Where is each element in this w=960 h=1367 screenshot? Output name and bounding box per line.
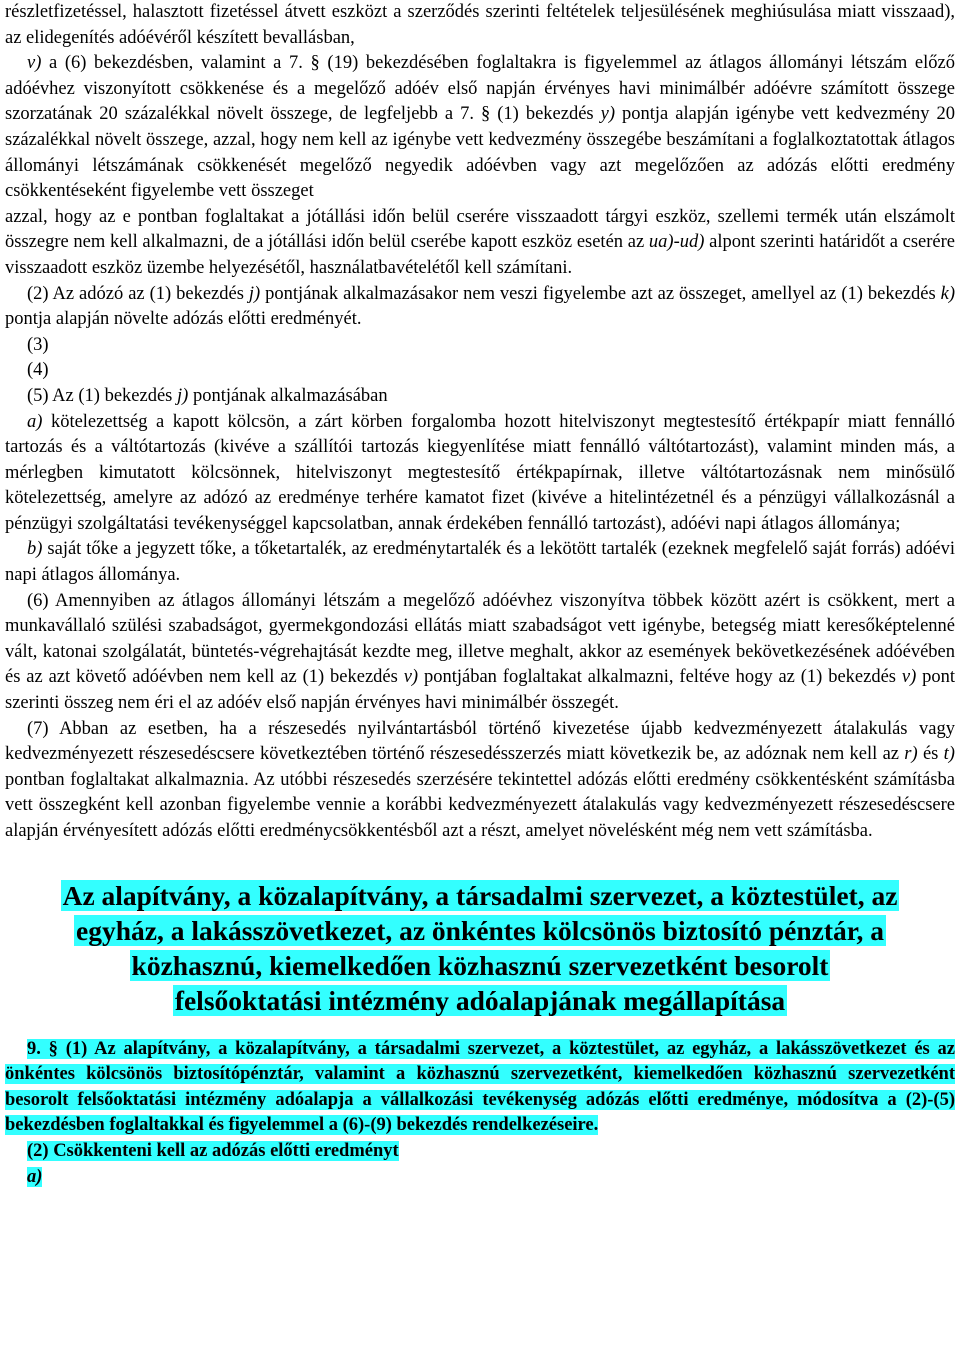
heading-line-text: felsőoktatási intézmény adóalapjának megállapítása — [174, 984, 786, 1016]
item-marker: k) — [940, 283, 955, 304]
paragraph-text: pontja alapján igénybe vett kedvezmény 20 százalékkal növelt összege, azzal, hogy nem kell az igénybe vett kedvezmény összegébe beszámítani a foglalkoztatottak átlagos állományi létszámának csökkenését megelőző negyedik adóévben vagy azt megelőzően az adózás előtti eredmény csökkentéseként figyelembe vett összeget — [5, 104, 955, 202]
body-paragraph — [5, 333, 955, 359]
body-paragraph — [5, 358, 955, 384]
item-marker: v) — [27, 53, 42, 74]
paragraph-text: azzal, hogy az e pontban foglaltakat a jótállási időn belül cserére visszaadott tárgyi eszköz, szellemi termék után elszámolt összegre nem kell alkalmazni, de a jótállási időn belül cserébe kapott eszköz esetén az — [5, 206, 955, 253]
item-marker: t) — [943, 744, 955, 765]
body-paragraph — [5, 384, 955, 410]
paragraph-text: pontjának alkalmazásában — [188, 385, 388, 406]
paragraph-text: a (6) bekezdésben, valamint a 7. § (19) bekezdésében foglaltakra is figyelemmel az átlagos állományi létszám előző adóévhez viszonyított csökkenése és a megelőző adóév első napján érvényes havi minimálbér adóévre számított összege szorzatának 20 százalékkal növelt összege, de legfeljebb a 7. § (1) bekezdés — [5, 53, 955, 125]
item-marker: y) — [600, 104, 616, 125]
body-paragraph — [5, 51, 955, 205]
section-heading — [5, 878, 955, 1018]
paragraph-text: (6) Amennyiben az átlagos állományi létszám a megelőző adóévhez viszonyítva többek között azért is csökkent, mert a munkavállaló szülési szabadságot, gyermekgondozási ellátás miatt szabadságot vett igénybe, betegség miatt keresőképtelenné vált, katonai szolgálatát, büntetés-végrehajtását kezdte meg, illetve meghalt, akkor az események bekövetkezésének adóévében és az azt követő adóévben nem kell az (1) bekezdés — [5, 590, 955, 688]
section-9-paragraph-3 — [5, 1165, 955, 1191]
section-9-paragraph-1-text: 9. § (1) Az alapítvány, a közalapítvány, a társadalmi szervezet, a köztestület, az egyház, a lakásszövetkezet és az önkéntes kölcsönös biztosítópénztár, valamint a közhasznú szervezetként, kiemelkedően közhasznú szervezetként besorolt felsőoktatási intézmény adóalapja a vállalkozási tevékenység adózás előtti eredménye, módosítva a (2)-(5) bekezdésben foglaltakkal és figyelemmel a (6)-(9) bekezdés rendelkezéseire. — [5, 1038, 955, 1136]
paragraph-text: (4) — [27, 360, 49, 381]
body-paragraph — [5, 717, 955, 845]
item-marker: v) — [901, 667, 917, 688]
section-9-paragraph-2-text: (2) Csökkenteni kell az adózás előtti eredményt — [27, 1140, 399, 1161]
paragraph-text: saját tőke a jegyzett tőke, a tőketartalék, az eredménytartalék és a lekötött tartalék (ezeknek megfelelő saját forrás) adóévi napi átlagos állománya. — [5, 539, 955, 586]
item-marker: j) — [248, 283, 261, 304]
item-marker: a) — [27, 411, 43, 432]
item-marker: j) — [177, 385, 189, 406]
body-paragraph — [5, 537, 955, 588]
body-paragraph — [5, 589, 955, 717]
body-text — [5, 0, 955, 845]
item-marker: ua)-ud) — [648, 232, 705, 253]
heading-line — [5, 913, 955, 948]
paragraph-text: kötelezettség a kapott kölcsön, a zárt körben forgalomba hozott hitelviszonyt megtestesítő értékpapír miatt fennálló tartozás és a váltótartozás (kivéve a szállítói tartozás kiegyenlítése miatt fennálló váltótartozást), valamint minden más, a mérlegben kimutatott kölcsönnek, hitelviszonyt megtestesítő értékpapírnak, illetve váltótartozásnak nem minősülő kötelezettség, amelyre az adózó az eredménye terhére kamatot fizet (kivéve a hitelintézetnél és a pénzügyi vállalkozásnál a pénzügyi szolgáltatási tevékenységgel kapcsolatban, annak érdekében fennálló tartozást), adóévi napi átlagos állománya; — [5, 411, 955, 534]
item-marker: b) — [27, 539, 43, 560]
paragraph-text: (7) Abban az esetben, ha a részesedés nyilvántartásból történő kivezetése újabb kedvezményezett átalakulás vagy kedvezményezett részesedéscsere következtében történő részesedésszerzés miatt következik be, az adóznak nem kell az — [5, 718, 955, 765]
paragraph-text: részletfizetéssel, halasztott fizetéssel átvett eszközt a szerződés szerinti feltételek teljesülésének meghiúsulása miatt visszaad), az elidegenítés adóévéről készített bevallásban, — [5, 2, 955, 48]
paragraph-text: pontban foglaltakat alkalmaznia. Az utóbbi részesedés szerzésére tekintettel adózás előtti eredmény csökkentésként számításba vett összegként kell azonban figyelembe vennie a korábbi kedvezményezett átalakulás vagy kedvezményezett részesedéscsere alapján érvényesített adózás előtti eredménycsökkentésből azt a részt, amelyet növelésként még nem vett számításba. — [5, 769, 955, 841]
paragraph-text: (5) Az (1) bekezdés — [27, 385, 177, 406]
paragraph-text: (2) Az adózó az (1) bekezdés — [27, 283, 249, 304]
heading-line — [5, 983, 955, 1018]
paragraph-text: (3) — [27, 334, 49, 355]
heading-line — [5, 878, 955, 913]
body-paragraph — [5, 410, 955, 538]
section-9-paragraph-1 — [5, 1037, 955, 1139]
body-paragraph — [5, 0, 955, 51]
paragraph-text: pontjának alkalmazásakor nem veszi figyelembe azt az összeget, amellyel az (1) bekezdés — [260, 283, 941, 304]
heading-line-text: egyház, a lakásszövetkezet, az önkéntes kölcsönös biztosító pénztár, a — [76, 914, 884, 946]
paragraph-text: pontja alapján növelte adózás előtti eredményét. — [5, 309, 362, 330]
paragraph-text: pont szerinti összeg nem éri el az adóév első napján érvényes havi minimálbér összegét. — [5, 667, 956, 714]
body-paragraph — [5, 282, 955, 333]
paragraph-text: pontjában foglaltakat alkalmazni, feltéve hogy az (1) bekezdés — [418, 667, 902, 688]
section-9-item-a: a) — [27, 1166, 43, 1187]
item-marker: v) — [403, 667, 419, 688]
heading-line-text: közhasznú, kiemelkedően közhasznú szervezetként besorolt — [131, 949, 829, 981]
heading-line — [5, 948, 955, 983]
section-9-paragraph-2 — [5, 1139, 955, 1165]
paragraph-text: alpont szerinti határidőt a cserére visszaadott eszköz üzembe helyezésétől, használatbavételétől kell számítani. — [5, 232, 955, 278]
body-paragraph — [5, 205, 955, 282]
item-marker: r) — [904, 744, 918, 765]
section-9 — [5, 1037, 955, 1191]
paragraph-text: és — [917, 744, 944, 765]
heading-line-text: Az alapítvány, a közalapítvány, a társadalmi szervezet, a köztestület, az — [62, 879, 898, 911]
